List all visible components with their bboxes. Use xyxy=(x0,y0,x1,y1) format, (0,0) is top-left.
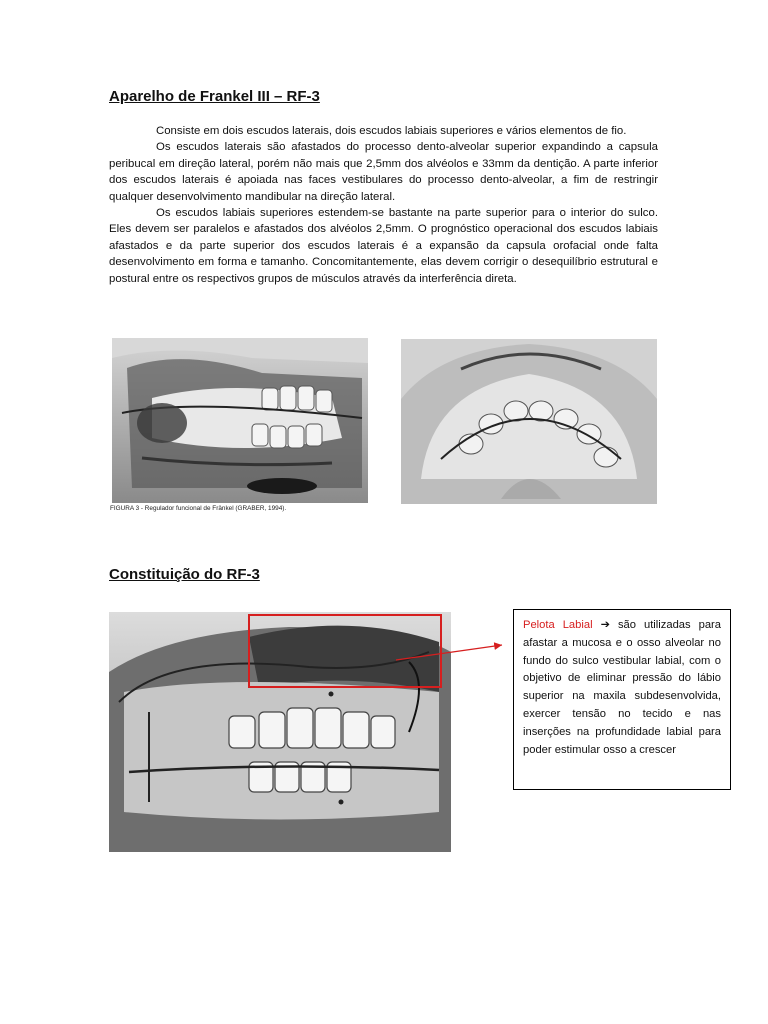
paragraph-1: Consiste em dois escudos laterais, dois escudos labiais superiores e vários elementos de fio. xyxy=(156,125,627,137)
pelota-labial-highlight-box xyxy=(248,614,442,688)
section-title-frankel: Aparelho de Frankel III – RF-3 xyxy=(109,88,320,105)
callout-term: Pelota Labial xyxy=(523,619,593,631)
figure-caption: FIGURA 3 - Regulador funcional de Fränkel (GRABER, 1994). xyxy=(110,505,287,512)
description-text xyxy=(109,123,658,287)
appliance-side-view-photo xyxy=(112,338,368,503)
callout-description: são utilizadas para afastar a mucosa e o osso alveolar no fundo do sulco vestibular labial, com o objetivo de eliminar pressão do lábio superior na maxila subdesenvolvida, exercer tensão no tecido e nas inserções na profundidade labial para poder estimular osso a crescer xyxy=(523,619,721,756)
appliance-occlusal-view-photo xyxy=(401,339,657,504)
section-title-constituicao: Constituição do RF-3 xyxy=(109,566,260,583)
paragraph-2: Os escudos laterais são afastados do processo dento-alveolar superior expandindo a capsula peribucal em direção lateral, porém não mais que 2,5mm dos alvéolos e 33mm da dentição. A parte inferior dos escudos laterais é apoiada nas faces vestibulares do processo dento-alveolar, a fim de restringir qualquer desenvolvimento mandibular na direção lateral. xyxy=(109,141,658,203)
right-arrow-icon: ➔ xyxy=(600,619,610,631)
pelota-labial-callout xyxy=(513,609,731,790)
paragraph-3: Os escudos labiais superiores estendem-se bastante na parte superior para o interior do sulco. Eles devem ser paralelos e afastados dos alvéolos 2,5mm. O prognóstico operacional dos escudos labiais afastados e da parte superior dos escudos laterais é a expansão da capsula orofacial onde falta desenvolvimento em forma e tamanho. Concomitantemente, elas devem corrigir o desequilíbrio estrutural e postural entre os respectivos grupos de músculos através da interferência direta. xyxy=(109,207,658,285)
